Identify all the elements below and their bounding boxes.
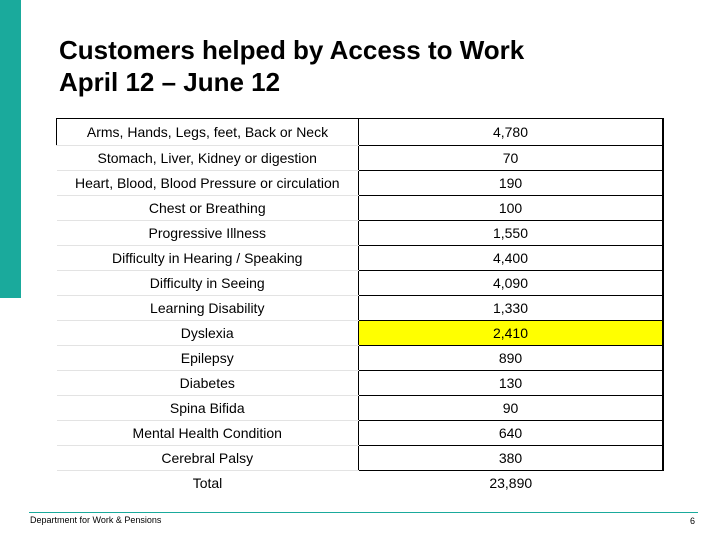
table-row — [57, 196, 664, 221]
table-row — [57, 221, 664, 246]
condition-count: 90 — [359, 396, 664, 421]
table-body — [57, 119, 664, 496]
condition-label: Spina Bifida — [57, 396, 359, 421]
table-row — [57, 146, 664, 171]
condition-label: Heart, Blood, Blood Pressure or circulation — [57, 171, 359, 196]
table-row — [57, 271, 664, 296]
total-label: Total — [57, 471, 359, 496]
page-title — [59, 34, 524, 98]
condition-count: 130 — [359, 371, 664, 396]
table-row — [57, 396, 664, 421]
condition-label: Learning Disability — [57, 296, 359, 321]
condition-label: Mental Health Condition — [57, 421, 359, 446]
condition-label: Difficulty in Seeing — [57, 271, 359, 296]
condition-label: Cerebral Palsy — [57, 446, 359, 471]
table-row — [57, 346, 664, 371]
condition-count: 4,400 — [359, 246, 664, 271]
condition-label: Diabetes — [57, 371, 359, 396]
table-row — [57, 246, 664, 271]
title-line-2: April 12 – June 12 — [59, 67, 281, 97]
title-line-1: Customers helped by Access to Work — [59, 35, 525, 65]
condition-label: Epilepsy — [57, 346, 359, 371]
total-value: 23,890 — [489, 475, 533, 491]
condition-label: Dyslexia — [57, 321, 359, 346]
condition-label: Arms, Hands, Legs, feet, Back or Neck — [57, 119, 359, 146]
condition-count: 380 — [359, 446, 664, 471]
table-row — [57, 171, 664, 196]
footer-divider — [29, 512, 698, 513]
conditions-table — [56, 118, 664, 495]
table-row — [57, 371, 664, 396]
condition-label: Difficulty in Hearing / Speaking — [57, 246, 359, 271]
table-row — [57, 421, 664, 446]
condition-count: 1,330 — [359, 296, 664, 321]
condition-count: 190 — [359, 171, 664, 196]
condition-label: Progressive Illness — [57, 221, 359, 246]
condition-count: 4,780 — [359, 119, 664, 146]
condition-count: 1,550 — [359, 221, 664, 246]
condition-count: 890 — [359, 346, 664, 371]
table-row — [57, 296, 664, 321]
table-row — [57, 321, 664, 346]
page-number: 6 — [690, 516, 696, 526]
condition-count: 100 — [359, 196, 664, 221]
footer-department: Department for Work & Pensions — [30, 515, 162, 525]
total-row — [57, 471, 664, 496]
table-row — [57, 446, 664, 471]
condition-count: 70 — [359, 146, 664, 171]
condition-count: 2,410 — [359, 321, 664, 346]
condition-label: Stomach, Liver, Kidney or digestion — [57, 146, 359, 171]
condition-label: Chest or Breathing — [57, 196, 359, 221]
table-row — [57, 119, 664, 146]
condition-count: 4,090 — [359, 271, 664, 296]
condition-count: 640 — [359, 421, 664, 446]
accent-bar — [0, 0, 21, 298]
